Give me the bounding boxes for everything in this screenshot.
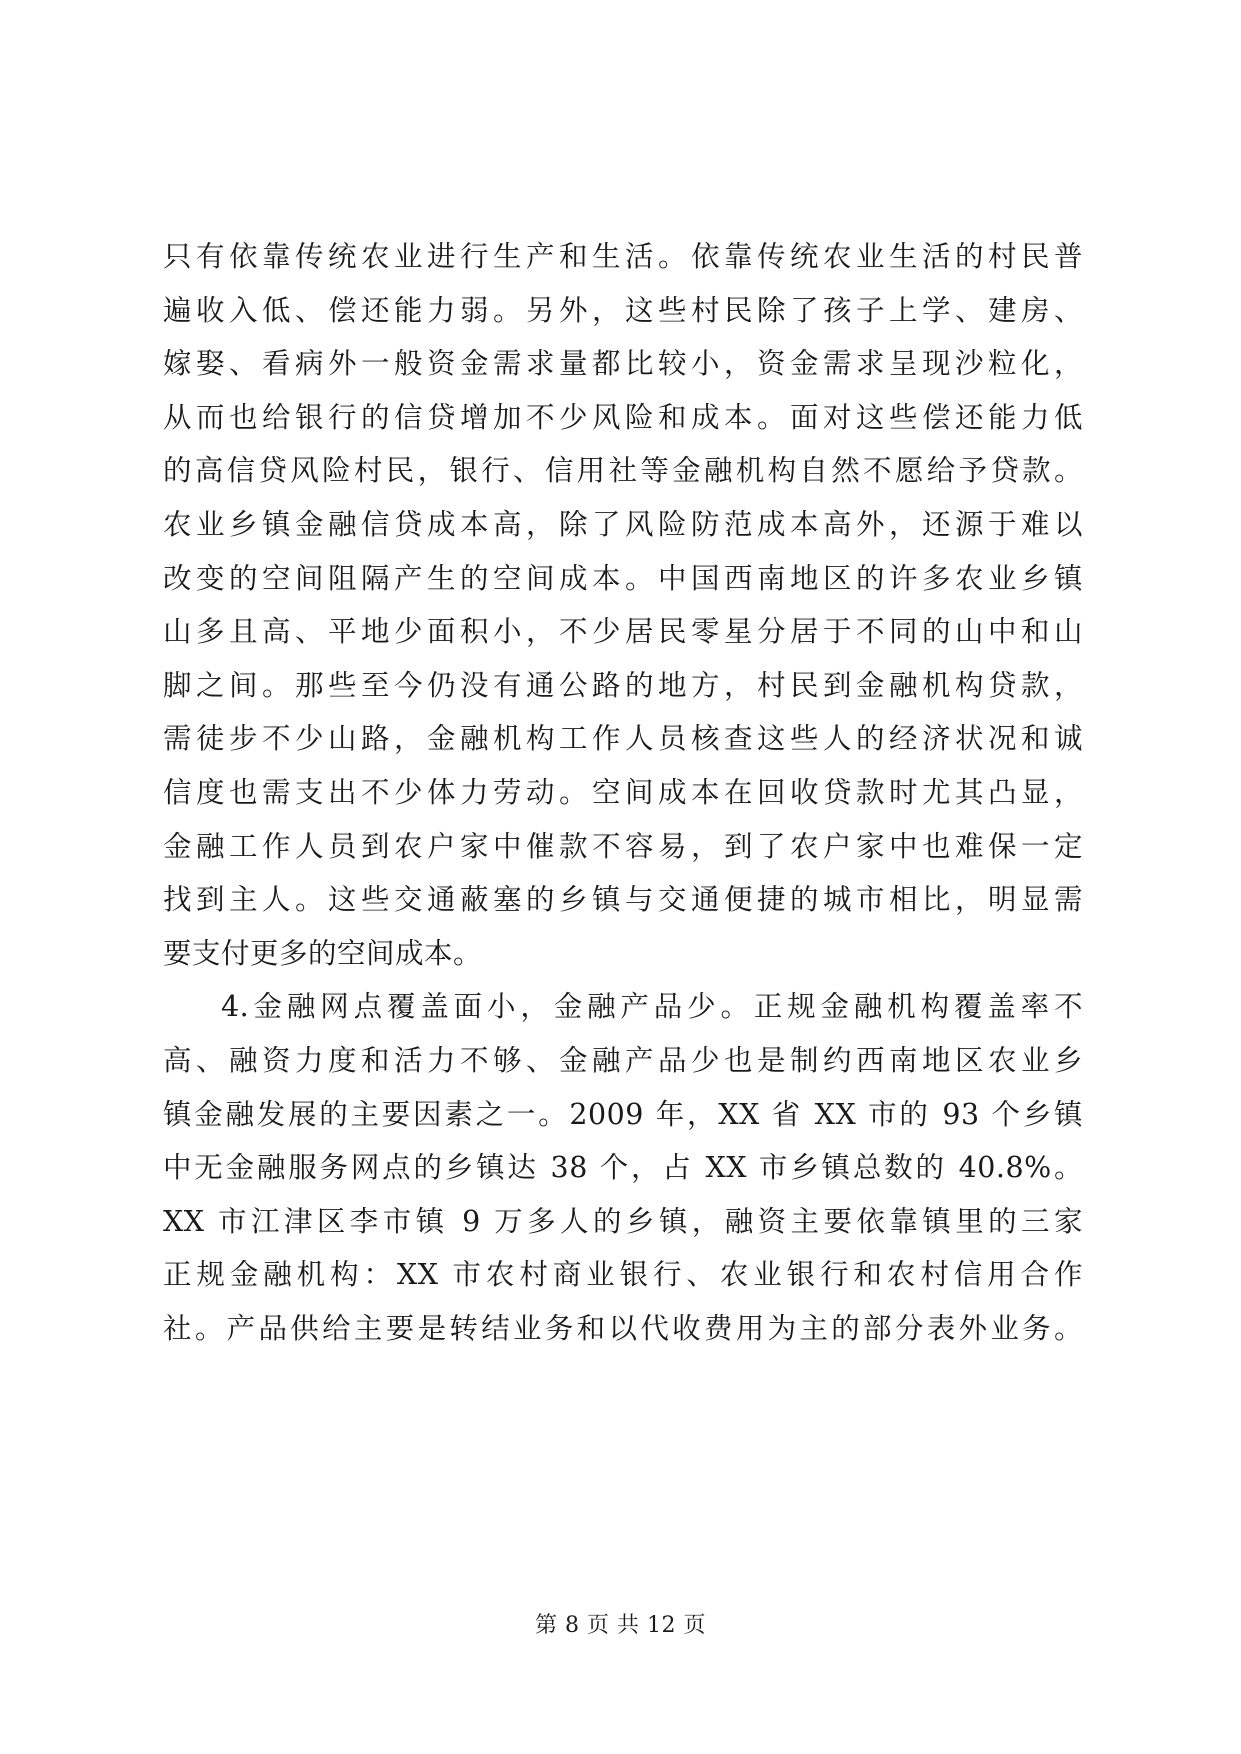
- text-line: 高、融资力度和活力不够、金融产品少也是制约西南地区农业乡: [163, 1043, 1083, 1077]
- text-line: 社。产品供给主要是转结业务和以代收费用为主的部分表外业务。: [163, 1311, 1083, 1345]
- text-line: 金融工作人员到农户家中催款不容易，到了农户家中也难保一定: [163, 829, 1083, 863]
- text-line: 的高信贷风险村民，银行、信用社等金融机构自然不愿给予贷款。: [163, 454, 1083, 488]
- text-line: 遍收入低、偿还能力弱。另外，这些村民除了孩子上学、建房、: [163, 293, 1083, 327]
- text-line: 从而也给银行的信贷增加不少风险和成本。面对这些偿还能力低: [163, 400, 1083, 434]
- text-line: 找到主人。这些交通蔽塞的乡镇与交通便捷的城市相比，明显需: [163, 883, 1083, 917]
- text-line: 信度也需支出不少体力劳动。空间成本在回收贷款时尤其凸显，: [163, 775, 1083, 809]
- text-line-paragraph-end: 要支付更多的空间成本。: [163, 936, 483, 970]
- text-line: 中无金融服务网点的乡镇达 38 个，占 XX 市乡镇总数的 40.8%。: [163, 1151, 1083, 1185]
- text-line: 脚之间。那些至今仍没有通公路的地方，村民到金融机构贷款，: [163, 668, 1083, 702]
- text-line: 山多且高、平地少面积小，不少居民零星分居于不同的山中和山: [163, 615, 1083, 649]
- text-line: 农业乡镇金融信贷成本高，除了风险防范成本高外，还源于难以: [163, 507, 1083, 541]
- text-line: 嫁娶、看病外一般资金需求量都比较小，资金需求呈现沙粒化，: [163, 347, 1083, 381]
- text-line: 正规金融机构：XX 市农村商业银行、农业银行和农村信用合作: [163, 1258, 1083, 1292]
- body-text: [163, 230, 1083, 1355]
- text-line: XX 市江津区李市镇 9 万多人的乡镇，融资主要依靠镇里的三家: [163, 1204, 1083, 1238]
- page-number-footer: 第 8 页 共 12 页: [535, 1613, 706, 1638]
- text-line: 需徒步不少山路，金融机构工作人员核查这些人的经济状况和诚: [163, 722, 1083, 756]
- text-line-section-start: 4.金融网点覆盖面小，金融产品少。正规金融机构覆盖率不: [221, 990, 1083, 1024]
- text-line: 只有依靠传统农业进行生产和生活。依靠传统农业生活的村民普: [163, 240, 1083, 273]
- text-line: 改变的空间阻隔产生的空间成本。中国西南地区的许多农业乡镇: [163, 561, 1083, 595]
- text-line: 镇金融发展的主要因素之一。2009 年，XX 省 XX 市的 93 个乡镇: [163, 1097, 1083, 1131]
